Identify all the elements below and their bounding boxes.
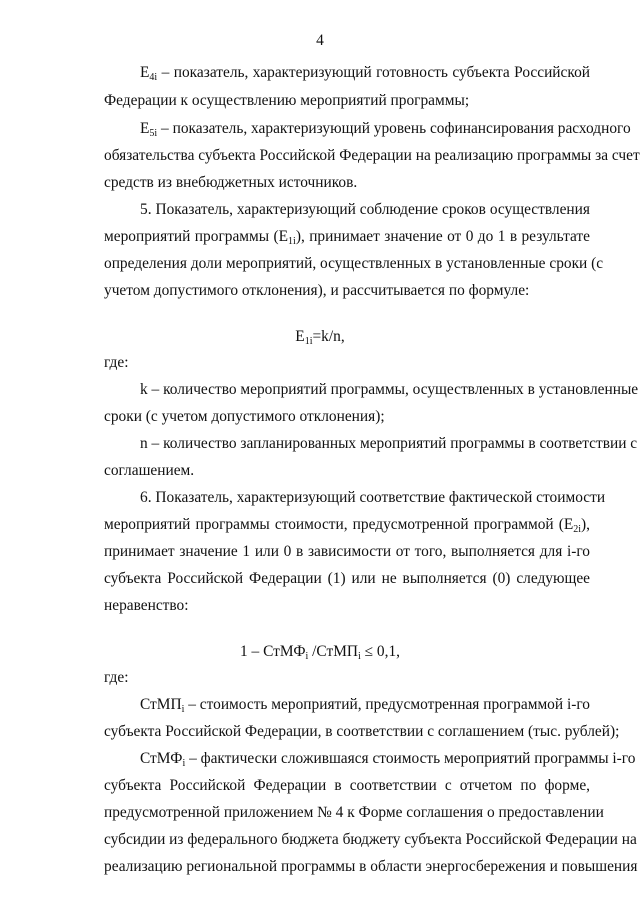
k-definition-line-2: сроки (с учетом допустимого отклонения); (104, 408, 385, 425)
stmf-definition-line-5: реализацию региональной программы в области энергосбережения и повышения (104, 858, 638, 875)
item6-line-2: мероприятий программы стоимости, предусмотренной программой $(E_{2i})$, (104, 516, 590, 535)
item6-line-1: 6. Показатель, характеризующий соответствие фактической стоимости (140, 489, 606, 506)
page-number: 4 (316, 32, 324, 49)
where-label-2: где: (104, 669, 129, 686)
stmp-definition-line-1: СтМП$_i$ – стоимость мероприятий, предусмотренная программой i-го (140, 696, 590, 715)
stmf-definition-line-3: предусмотренной приложением № 4 к Форме соглашения о предоставлении (104, 804, 604, 821)
k-definition-line-1: k – количество мероприятий программы, осуществленных в установленные (140, 381, 639, 398)
item5-line-3: определения доли мероприятий, осуществленных в установленные сроки (с (104, 255, 604, 272)
formula-e1: $E_{1i}=k/n$, (295, 328, 345, 347)
n-definition-line-1: n – количество запланированных мероприятий программы в соответствии с (140, 435, 638, 452)
item5-line-1: 5. Показатель, характеризующий соблюдение сроков осуществления (140, 201, 590, 218)
item6-line-3: принимает значение 1 или 0 в зависимости от того, выполняется для i-го (104, 543, 590, 560)
e5-definition-line-1: $E_{5i}$ – показатель, характеризующий уровень софинансирования расходного (140, 120, 631, 139)
item6-line-5: неравенство: (104, 597, 189, 614)
item5-line-2: мероприятий программы $(E_{1i})$, принимает значение от 0 до 1 в результате (104, 228, 590, 247)
where-label-1: где: (104, 354, 129, 371)
stmf-definition-line-4: субсидии из федерального бюджета бюджету субъекта Российской Федерации на (104, 831, 637, 848)
formula-inequality: 1 – СтМФ$_i$ /СтМП$_i$ ≤ 0,1, (239, 643, 401, 662)
stmf-definition-line-1: СтМФ$_i$ – фактически сложившаяся стоимость мероприятий программы i-го (140, 750, 636, 769)
n-definition-line-2: соглашением. (104, 462, 195, 479)
item5-line-4: учетом допустимого отклонения), и рассчитывается по формуле: (104, 282, 530, 299)
stmf-definition-line-2: субъекта Российской Федерации в соответствии с отчетом по форме, (104, 777, 590, 794)
e4-definition-line-1: $E_{4i}$ – показатель, характеризующий готовность субъекта Российской (140, 64, 590, 83)
stmp-definition-line-2: субъекта Российской Федерации, в соответствии с соглашением (тыс. рублей); (104, 723, 620, 740)
e5-definition-line-2: обязательства субъекта Российской Федерации на реализацию программы за счет (104, 147, 640, 164)
e5-definition-line-3: средств из внебюджетных источников. (104, 174, 358, 191)
item6-line-4: субъекта Российской Федерации (1) или не выполняется (0) следующее (104, 570, 590, 587)
e4-definition-line-2: Федерации к осуществлению мероприятий программы; (104, 92, 470, 109)
